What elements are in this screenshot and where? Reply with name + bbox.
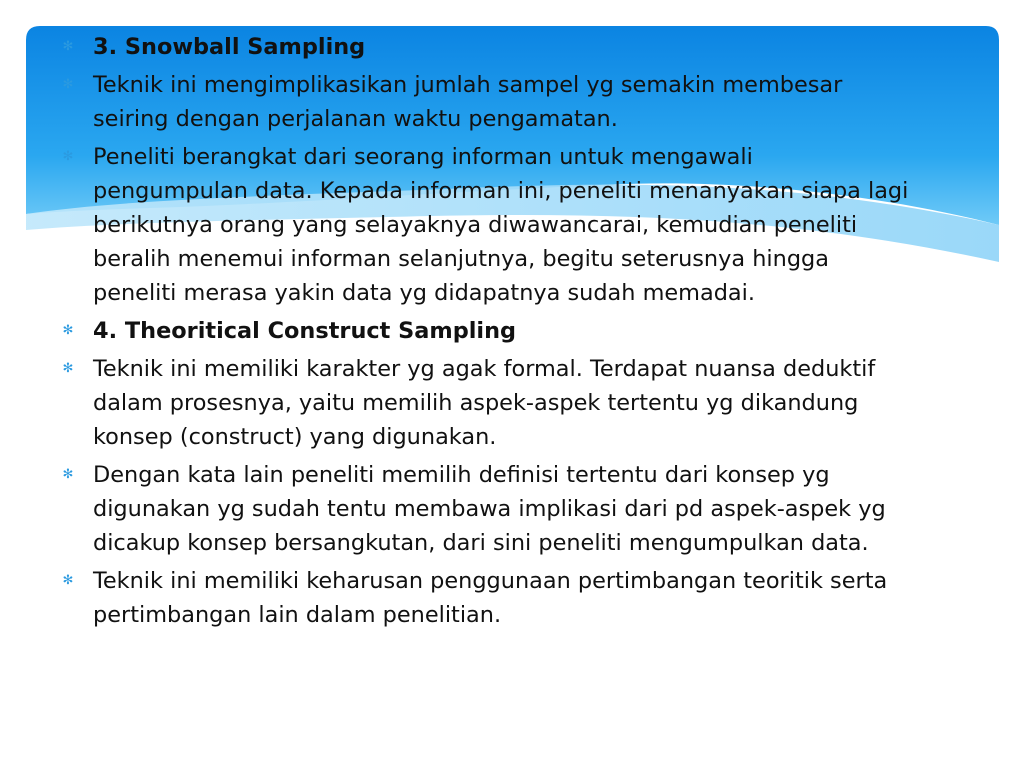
asterisk-bullet-icon: ✻	[62, 39, 74, 54]
bullet-item	[60, 564, 965, 632]
bullet-item	[60, 68, 965, 136]
bullet-text-line: Teknik ini memiliki karakter yg agak formal. Terdapat nuansa deduktif	[93, 356, 876, 382]
bullet-text	[93, 314, 965, 348]
asterisk-bullet-icon: ✻	[62, 467, 74, 482]
bullet-list	[60, 30, 965, 636]
asterisk-bullet-icon: ✻	[62, 149, 74, 164]
bullet-text-line: Dengan kata lain peneliti memilih definisi tertentu dari konsep yg	[93, 462, 830, 488]
bullet-text-line: pengumpulan data. Kepada informan ini, peneliti menanyakan siapa lagi	[93, 178, 909, 204]
bullet-item	[60, 140, 965, 310]
bullet-text-line: peneliti merasa yakin data yg didapatnya sudah memadai.	[93, 280, 755, 306]
bullet-text-line: Teknik ini memiliki keharusan penggunaan pertimbangan teoritik serta	[93, 568, 888, 594]
bullet-text-line: dicakup konsep bersangkutan, dari sini peneliti mengumpulkan data.	[93, 530, 869, 556]
bullet-text-line: 3. Snowball Sampling	[93, 34, 366, 60]
bullet-text-line: konsep (construct) yang digunakan.	[93, 424, 497, 450]
asterisk-bullet-icon: ✻	[62, 361, 74, 376]
bullet-text	[93, 458, 965, 560]
bullet-text-line: dalam prosesnya, yaitu memilih aspek-aspek tertentu yg dikandung	[93, 390, 859, 416]
bullet-item	[60, 314, 965, 348]
bullet-item	[60, 30, 965, 64]
bullet-item	[60, 352, 965, 454]
bullet-text	[93, 352, 965, 454]
asterisk-bullet-icon: ✻	[62, 77, 74, 92]
bullet-text-line: digunakan yg sudah tentu membawa implikasi dari pd aspek-aspek yg	[93, 496, 886, 522]
bullet-text-line: pertimbangan lain dalam penelitian.	[93, 602, 502, 628]
bullet-text	[93, 68, 965, 136]
bullet-text-line: Peneliti berangkat dari seorang informan untuk mengawali	[93, 144, 753, 170]
asterisk-bullet-icon: ✻	[62, 573, 74, 588]
bullet-text-line: seiring dengan perjalanan waktu pengamatan.	[93, 106, 618, 132]
bullet-text-line: berikutnya orang yang selayaknya diwawancarai, kemudian peneliti	[93, 212, 858, 238]
bullet-text-line: beralih menemui informan selanjutnya, begitu seterusnya hingga	[93, 246, 829, 272]
bullet-item	[60, 458, 965, 560]
bullet-text	[93, 140, 965, 310]
bullet-text-line: 4. Theoritical Construct Sampling	[93, 318, 517, 344]
bullet-text-line: Teknik ini mengimplikasikan jumlah sampel yg semakin membesar	[93, 72, 843, 98]
asterisk-bullet-icon: ✻	[62, 323, 74, 338]
bullet-text	[93, 564, 965, 632]
bullet-text	[93, 30, 965, 64]
